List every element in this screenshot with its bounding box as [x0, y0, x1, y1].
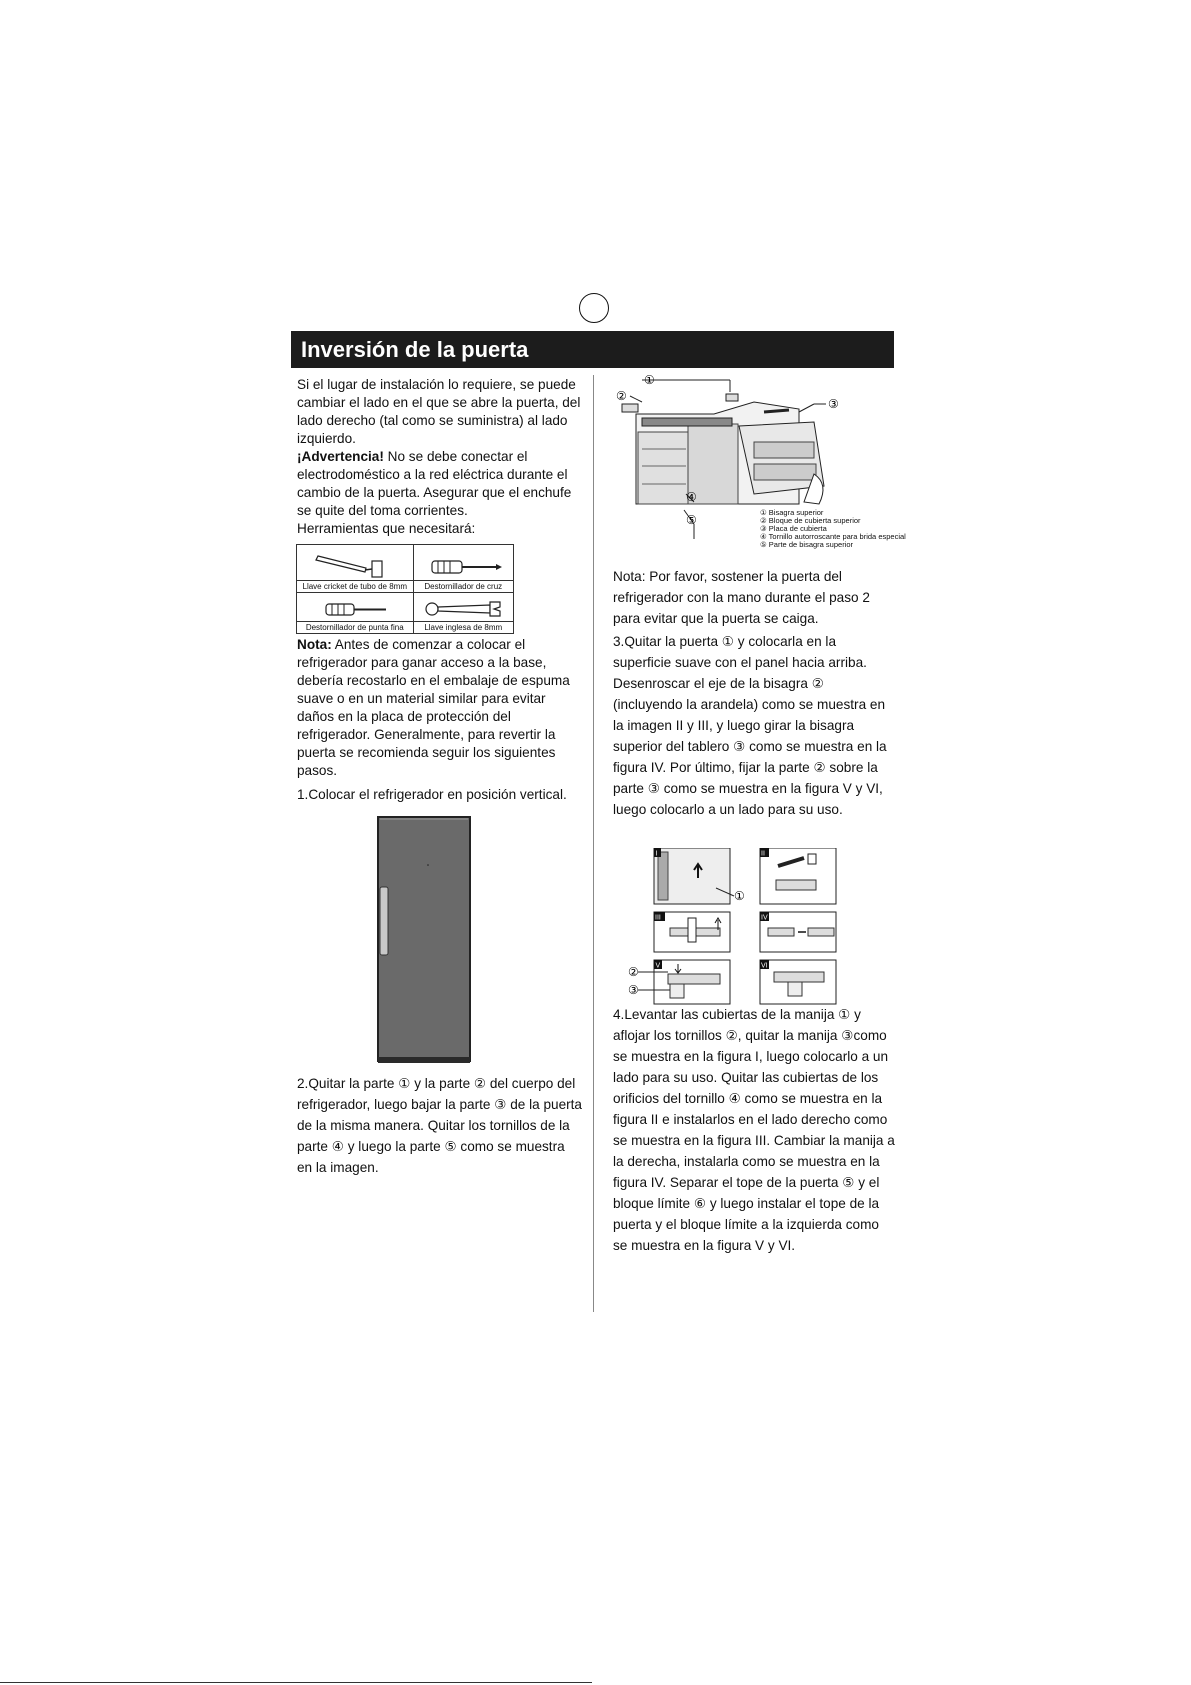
tool-socket-wrench	[297, 545, 414, 593]
right-note: Nota: Por favor, sostener la puerta del refrigerador con la mano durante el paso 2 para evitar que la puerta se caiga.	[613, 569, 870, 626]
legend-item: ② Bloque de cubierta superior	[760, 516, 861, 525]
legend-item: ④ Tornillo autorroscante para brida especial	[760, 532, 906, 541]
panel-label-6: VI	[761, 962, 768, 970]
legend-item: ⑤ Parte de bisagra superior	[760, 540, 854, 549]
note-paragraph	[297, 636, 582, 780]
adjustable-wrench-icon	[418, 599, 508, 621]
legend-item: ① Bisagra superior	[760, 508, 824, 517]
callout-3: ③	[828, 397, 839, 411]
panel-callout-2: ②	[628, 965, 639, 979]
warning-label: ¡Advertencia!	[297, 449, 384, 464]
legend-item: ③ Placa de cubierta	[760, 524, 827, 533]
panel-label-2: II	[761, 850, 765, 858]
page-marker-circle	[579, 293, 609, 323]
panel-label-1: I	[655, 850, 658, 858]
fridge-figure	[376, 815, 473, 1065]
hinge-diagram-legend	[760, 509, 906, 549]
warning-paragraph	[297, 448, 582, 520]
tool-label: Llave cricket de tubo de 8mm	[297, 580, 413, 592]
callout-2: ②	[616, 389, 627, 403]
tool-label: Llave inglesa de 8mm	[414, 621, 514, 633]
intro-paragraph: Si el lugar de instalación lo requiere, se puede cambiar el lado en el que se abre la puerta, del lado derecho (tal como se suministra) al lado izquierdo.	[297, 377, 581, 446]
tool-adjustable-wrench	[413, 592, 514, 633]
tool-flat-screwdriver	[297, 592, 414, 633]
tool-label: Destornillador de punta fina	[297, 621, 413, 633]
flat-screwdriver-icon	[310, 599, 400, 621]
step-1: 1.Colocar el refrigerador en posición vertical.	[297, 787, 567, 802]
note-label: Nota:	[297, 637, 332, 652]
step-4: 4.Levantar las cubiertas de la manija ① y aflojar los tornillos ②, quitar la manija ③como se muestra en la figura I, luego colocarlo a un lado para su uso. Quitar las cubiertas de los orificios del tornillo ④ como se muestra en la figura II e instalarlos en el lado derecho como se muestra en la figura III. Cambiar la manija a la derecha, instalarla como se muestra en la figura IV. Separar el tope de la puerta ⑤ y el bloque límite ⑥ y luego instalar el tope de la puerta y el bloque límite a la izquierda como se muestra en la figura V y VI.	[613, 1007, 895, 1253]
tool-label: Destornillador de cruz	[414, 580, 514, 592]
warning-text: No se debe conectar el electrodoméstico a la red eléctrica durante el cambio de la puerta. Asegurar que el enchufe se quite del toma corrientes.	[297, 449, 572, 518]
callout-5: ⑤	[686, 513, 697, 527]
panel-label-5: V	[655, 962, 661, 970]
tool-phillips-screwdriver	[413, 545, 514, 593]
left-column	[297, 376, 582, 538]
bottom-rule	[0, 1682, 592, 1683]
phillips-screwdriver-icon	[418, 552, 508, 580]
panel-label-3: III	[655, 914, 661, 922]
left-column-lower	[297, 636, 582, 804]
column-divider	[593, 375, 594, 1312]
tools-table	[296, 544, 514, 634]
tools-intro: Herramientas que necesitará:	[297, 521, 476, 536]
step-3: 3.Quitar la puerta ① y colocarla en la superficie suave con el panel hacia arriba. Desenroscar el eje de la bisagra ② (incluyendo la arandela) como se muestra en la imagen II y III, y luego girar la bisagra superior del tablero ③ como se muestra en la figura IV. Por último, fijar la parte ② sobre la parte ③ como se muestra en la figura V y VI, luego colocarlo a un lado para su uso.	[613, 634, 887, 817]
panel-callout-1: ①	[734, 889, 745, 903]
refrigerator-illustration	[376, 815, 473, 1065]
handle-steps-figure	[628, 848, 838, 1006]
callout-4: ④	[686, 490, 697, 504]
section-title: Inversión de la puerta	[291, 331, 894, 368]
step-2: 2.Quitar la parte ① y la parte ② del cuerpo del refrigerador, luego bajar la parte ③ de la puerta de la misma manera. Quitar los tornillos de la parte ④ y luego la parte ⑤ como se muestra en la imagen.	[297, 1076, 582, 1175]
handle-reversal-panels	[628, 848, 838, 1006]
panel-label-4: IV	[761, 914, 768, 922]
socket-wrench-icon	[310, 552, 400, 580]
panel-callout-3: ③	[628, 983, 639, 997]
callout-1: ①	[644, 374, 655, 387]
note-text: Antes de comenzar a colocar el refrigerador para ganar acceso a la base, debería recostarlo en el embalaje de espuma suave o en un material similar para evitar daños en la placa de protección del refrigerador. Generalmente, para revertir la puerta se recomienda seguir los siguientes pasos.	[297, 637, 570, 778]
